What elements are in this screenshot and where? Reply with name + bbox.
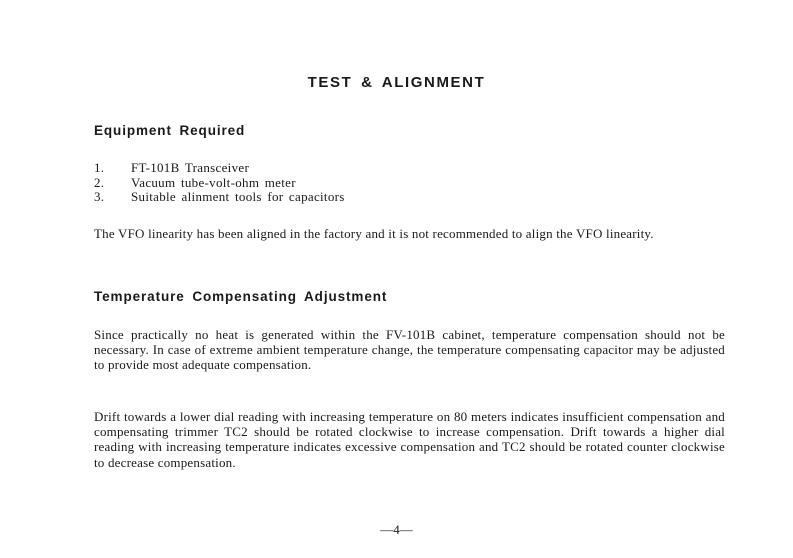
page-title: TEST & ALIGNMENT	[307, 74, 486, 91]
temperature-heading: Temperature Compensating Adjustment	[94, 289, 388, 304]
list-item-number: 2.	[94, 174, 105, 190]
list-item-number: 1.	[94, 160, 105, 175]
list-item-number: 3.	[94, 189, 105, 204]
list-item	[94, 176, 345, 191]
temperature-paragraph-1: Since practically no heat is generated within the FV-101B cabinet, temperature compensation should not be necessary. In case of extreme ambient temperature change, the temperature compensating capacitor may be adjusted to provide most adequate compensation.	[94, 327, 725, 373]
list-item-text: FT-101B Transceiver	[131, 160, 250, 175]
equipment-list	[94, 161, 345, 205]
vfo-linearity-note: The VFO linearity has been aligned in the factory and it is not recommended to align the VFO linearity.	[94, 226, 654, 241]
page-number: —4—	[380, 522, 413, 537]
temperature-paragraph-2: Drift towards a lower dial reading with increasing temperature on 80 meters indicates insufficient compensation and compensating trimmer TC2 should be rotated clockwise to increase compensation. Drift towards a higher dial reading with increasing temperature indicates excessive compensation and TC2 should be rotated counter clockwise to decrease compensation.	[94, 409, 725, 470]
list-item	[94, 161, 345, 176]
equipment-heading: Equipment Required	[94, 123, 246, 138]
list-item-text: Suitable alinment tools for capacitors	[131, 189, 345, 204]
list-item	[94, 190, 345, 205]
list-item-text: Vacuum tube-volt-ohm meter	[131, 174, 296, 190]
